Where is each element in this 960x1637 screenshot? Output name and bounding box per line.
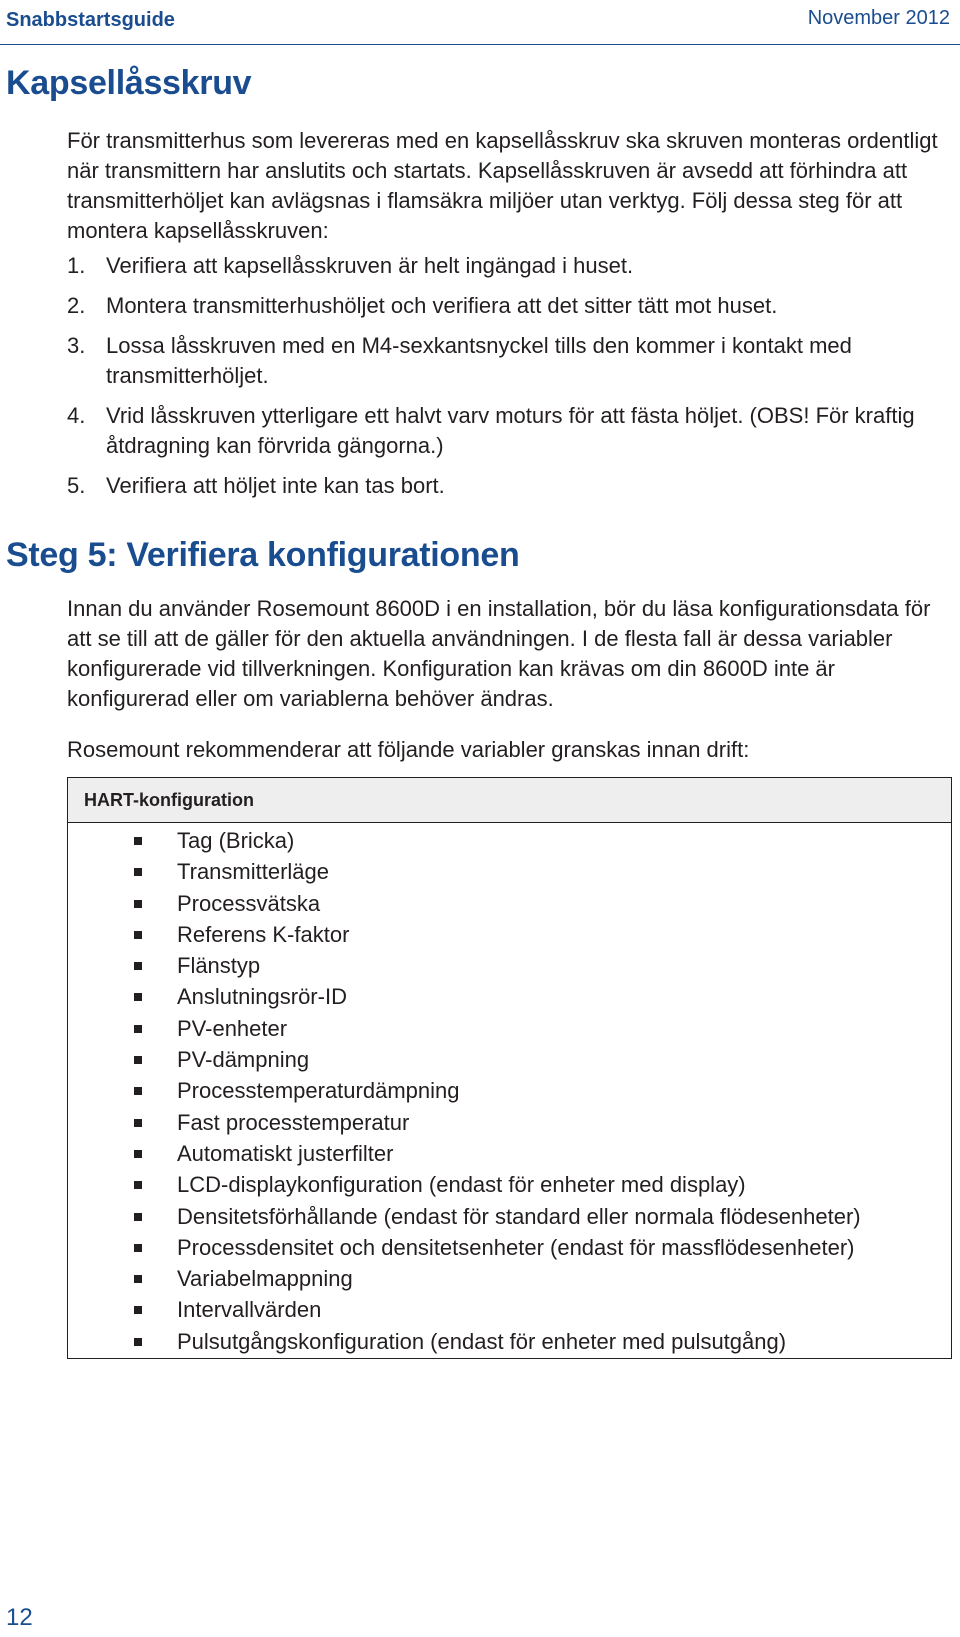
configuration-variable-list xyxy=(68,825,951,1357)
step-text: Montera transmitterhushöljet och verifiera att det sitter tätt mot huset. xyxy=(106,293,778,318)
step-number: 5. xyxy=(67,473,86,498)
list-item xyxy=(68,919,951,950)
list-item-label: Fast processtemperatur xyxy=(177,1109,410,1135)
list-item xyxy=(68,1169,951,1200)
list-item-label: Tag (Bricka) xyxy=(177,828,295,853)
list-item xyxy=(68,950,951,981)
list-item xyxy=(68,1075,951,1106)
step-item xyxy=(67,401,947,461)
square-bullet-icon xyxy=(134,1056,142,1064)
square-bullet-icon xyxy=(134,868,142,876)
square-bullet-icon xyxy=(134,1150,142,1158)
square-bullet-icon xyxy=(134,1181,142,1189)
section2-recommendation: Rosemount rekommenderar att följande variabler granskas innan drift: xyxy=(67,737,750,762)
square-bullet-icon xyxy=(134,1244,142,1252)
step-text: Verifiera att höljet inte kan tas bort. xyxy=(106,473,445,498)
square-bullet-icon xyxy=(134,1306,142,1314)
list-item xyxy=(68,856,951,887)
step-number: 1. xyxy=(67,253,86,278)
list-item xyxy=(68,1326,951,1357)
list-item-label: LCD-displaykonfiguration (endast för enheter med display) xyxy=(177,1172,746,1198)
square-bullet-icon xyxy=(134,1119,142,1127)
step-number: 2. xyxy=(67,293,86,318)
list-item-label: Processvätska xyxy=(177,890,321,916)
list-item-label: Variabelmappning xyxy=(177,1266,353,1292)
square-bullet-icon xyxy=(134,900,142,908)
list-item-label: Transmitterläge xyxy=(177,859,330,885)
list-item xyxy=(68,1013,951,1044)
step-text: Vrid låsskruven ytterligare ett halvt varv moturs för att fästa höljet. (OBS! För kraftig åtdragning kan förvrida gängorna.) xyxy=(106,403,915,458)
list-item xyxy=(68,1044,951,1075)
list-item xyxy=(68,1107,951,1138)
list-item-label: Automatiskt justerfilter xyxy=(177,1140,394,1166)
section-title-verify-configuration: Steg 5: Verifiera konfigurationen xyxy=(6,536,520,574)
list-item-label: Anslutningsrör-ID xyxy=(177,984,347,1010)
page-number: 12 xyxy=(6,1604,33,1631)
step-number: 3. xyxy=(67,333,86,358)
document-date: November 2012 xyxy=(807,7,950,29)
guide-title: Snabbstartsguide xyxy=(6,9,175,31)
square-bullet-icon xyxy=(134,993,142,1001)
list-item-label: Referens K-faktor xyxy=(177,921,350,947)
list-item-label: Pulsutgångskonfiguration (endast för enheter med pulsutgång) xyxy=(177,1328,787,1354)
step-text: Verifiera att kapsellåsskruven är helt ingängad i huset. xyxy=(106,253,634,278)
square-bullet-icon xyxy=(134,1213,142,1221)
square-bullet-icon xyxy=(134,1338,142,1346)
section2-paragraph: Innan du använder Rosemount 8600D i en installation, bör du läsa konfigurationsdata för att se till att de gäller för den aktuella användningen. I de flesta fall är dessa variabler konfigurerade vid tillverkningen. Konfiguration kan krävas om din 8600D inte är konfigurerad eller om variablerna behöver ändras. xyxy=(67,596,931,711)
list-item-label: Intervallvärden xyxy=(177,1297,322,1323)
list-item-label: Flänstyp xyxy=(177,953,261,979)
square-bullet-icon xyxy=(134,837,142,845)
step-item xyxy=(67,471,947,501)
list-item-label: Processdensitet och densitetsenheter (endast för massflödesenheter) xyxy=(177,1234,855,1260)
list-item xyxy=(68,1232,951,1263)
square-bullet-icon xyxy=(134,1275,142,1283)
header-divider xyxy=(0,44,960,45)
list-item xyxy=(68,1294,951,1325)
list-item xyxy=(68,1263,951,1294)
section1-intro: För transmitterhus som levereras med en kapsellåsskruv ska skruven monteras ordentligt när transmittern har anslutits och startats. Kapsellåsskruven är avsedd att förhindra att transmitterhöljet kan avlägsnas i flamsäkra miljöer utan verktyg. Följ dessa steg för att montera kapsellåsskruven: xyxy=(67,128,938,243)
square-bullet-icon xyxy=(134,962,142,970)
section-title-kapsellasskruv: Kapsellåsskruv xyxy=(6,64,252,102)
list-item xyxy=(68,888,951,919)
installation-steps xyxy=(67,251,947,511)
square-bullet-icon xyxy=(134,1087,142,1095)
square-bullet-icon xyxy=(134,931,142,939)
step-number: 4. xyxy=(67,403,86,428)
step-item xyxy=(67,251,947,281)
list-item xyxy=(68,1201,951,1232)
list-item-label: Processtemperaturdämpning xyxy=(177,1078,460,1104)
step-item xyxy=(67,331,947,391)
square-bullet-icon xyxy=(134,1025,142,1033)
list-item-label: Densitetsförhållande (endast för standard eller normala flödesenheter) xyxy=(177,1203,861,1229)
list-item-label: PV-dämpning xyxy=(177,1047,310,1073)
list-item xyxy=(68,825,951,856)
list-item-label: PV-enheter xyxy=(177,1015,288,1041)
hart-configuration-table xyxy=(67,777,952,1359)
table-header: HART-konfiguration xyxy=(68,778,951,823)
list-item xyxy=(68,981,951,1012)
step-text: Lossa låsskruven med en M4-sexkantsnyckel tills den kommer i kontakt med transmitterhöljet. xyxy=(106,333,852,388)
list-item xyxy=(68,1138,951,1169)
step-item xyxy=(67,291,947,321)
